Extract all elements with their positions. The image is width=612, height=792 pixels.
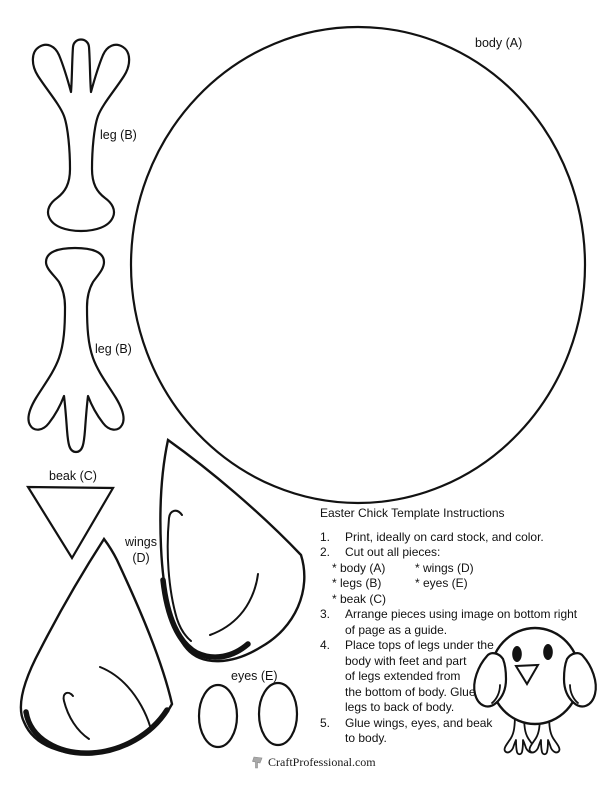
eye-shape-right: [259, 683, 297, 745]
step-line: Cut out all pieces:: [345, 545, 441, 559]
step-line: of page as a guide.: [345, 622, 448, 637]
step-line: Glue wings, eyes, and beak: [345, 715, 493, 730]
piece-item: * legs (B): [332, 576, 382, 590]
eye-shape-left: [199, 685, 237, 747]
wing-shape-lower: [21, 539, 172, 753]
instruction-step-2: [320, 545, 612, 561]
label-wings: [112, 534, 170, 566]
label-beak: beak (C): [49, 469, 97, 483]
step-line: Arrange pieces using image on bottom right: [345, 607, 578, 621]
instruction-step-1: [320, 530, 612, 546]
piece-item: * eyes (E): [415, 576, 468, 590]
piece-item: * wings (D): [415, 560, 474, 575]
pieces-row: [332, 561, 612, 577]
piece-item: * beak (C): [332, 591, 387, 606]
footer-site-text: CraftProfessional.com: [268, 755, 376, 769]
label-wings-line2: (D): [132, 551, 150, 565]
step-line: body with feet and part: [345, 653, 467, 668]
step-number: 2.: [320, 545, 331, 559]
label-wings-line1: wings: [125, 535, 157, 549]
step-line: to body.: [345, 731, 387, 745]
label-body: body (A): [475, 36, 523, 50]
step-number: 4.: [320, 638, 331, 652]
label-leg-top: leg (B): [100, 128, 137, 142]
pieces-row: [332, 592, 612, 608]
step-line: of legs extended from: [345, 669, 461, 683]
step-line: Print, ideally on card stock, and color.: [345, 529, 544, 544]
label-eyes: eyes (E): [231, 669, 278, 683]
step-number: 1.: [320, 529, 331, 544]
step-number: 5.: [320, 715, 331, 730]
instruction-step-3: [320, 607, 612, 638]
label-leg-bottom: leg (B): [95, 342, 132, 356]
footer: [251, 755, 376, 770]
step-line: the bottom of body. Glue: [345, 684, 476, 699]
step-number: 3.: [320, 607, 331, 621]
step-line: Place tops of legs under the: [345, 638, 494, 652]
pieces-row: [332, 576, 612, 592]
step-line: legs to back of body.: [345, 700, 455, 714]
instructions-block: [320, 506, 612, 747]
instruction-step-5: [320, 716, 612, 747]
instruction-step-4: [320, 638, 612, 716]
craft-logo-icon: [251, 756, 264, 770]
body-circle-shape: [131, 27, 585, 503]
instructions-title: Easter Chick Template Instructions: [320, 506, 505, 520]
piece-item: * body (A): [332, 560, 386, 575]
pieces-list: [332, 561, 612, 608]
